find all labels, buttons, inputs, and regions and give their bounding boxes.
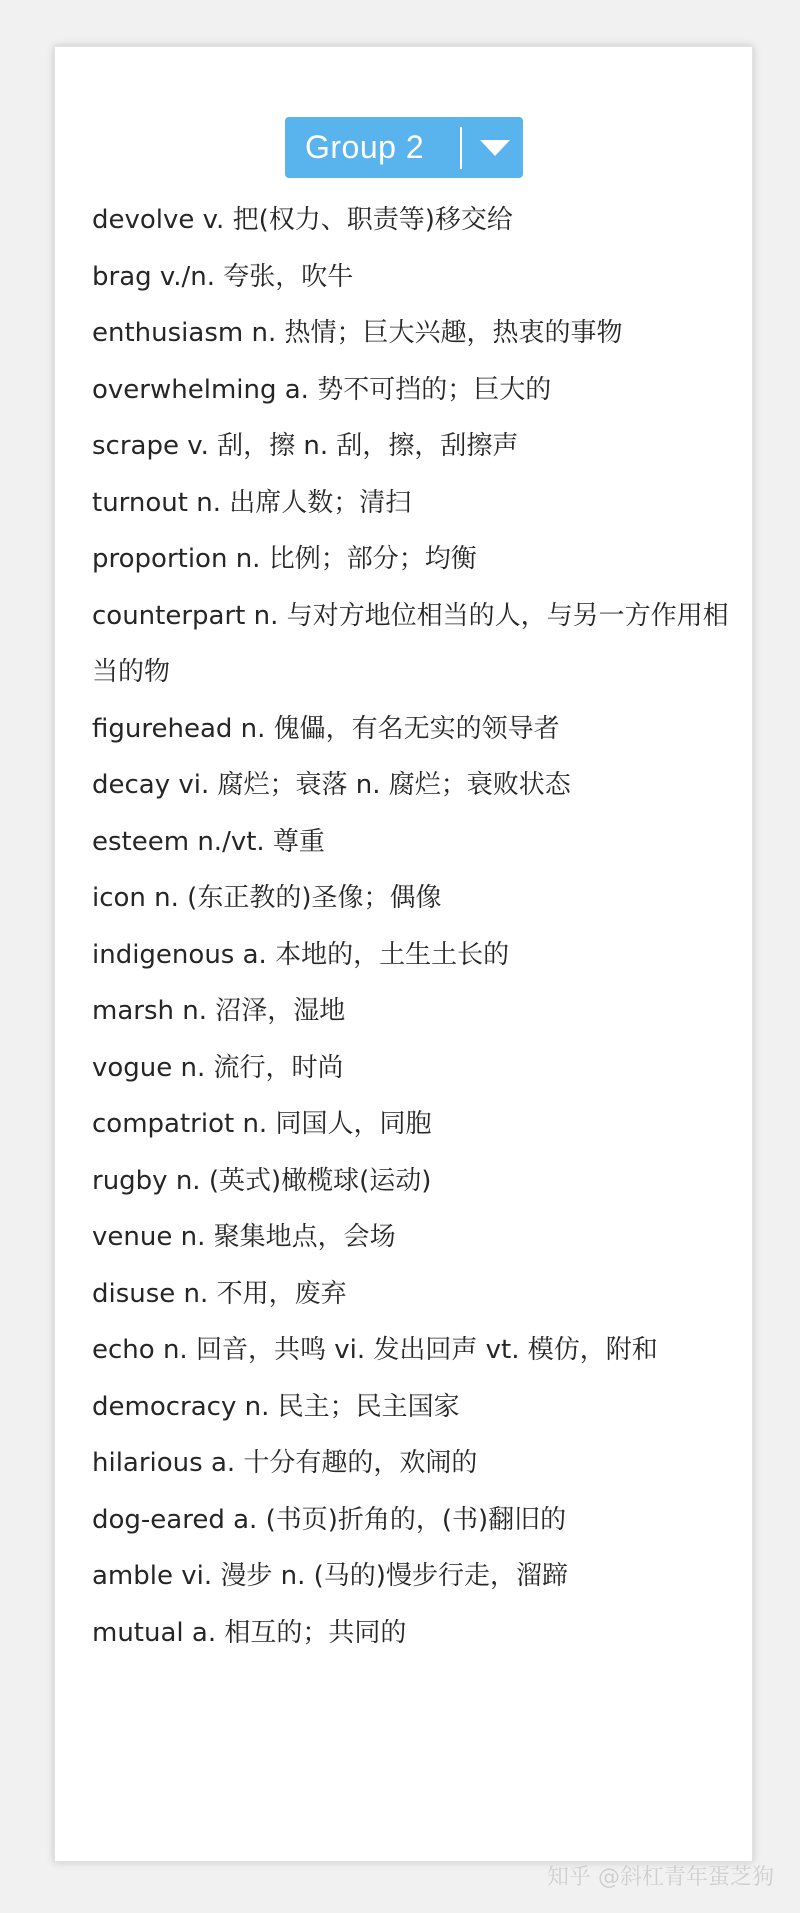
- word-entry: venue n. 聚集地点，会场: [92, 1222, 396, 1252]
- word-entry: amble vi. 漫步 n. (马的)慢步行走，溜蹄: [92, 1561, 568, 1591]
- word-entry: devolve v. 把(权力、职责等)移交给: [92, 205, 513, 235]
- word-entry: hilarious a. 十分有趣的，欢闹的: [92, 1448, 478, 1478]
- word-entry: democracy n. 民主；民主国家: [92, 1391, 460, 1422]
- word-entry: mutual a. 相互的；共同的: [92, 1617, 407, 1648]
- word-entry: enthusiasm n. 热情；巨大兴趣，热衷的事物: [92, 318, 623, 348]
- word-entry: icon n. (东正教的)圣像；偶像: [92, 883, 442, 913]
- word-entry: turnout n. 出席人数；清扫: [92, 487, 412, 518]
- word-entry: rugby n. (英式)橄榄球(运动): [92, 1165, 432, 1196]
- word-entry: compatriot n. 同国人，同胞: [92, 1109, 432, 1139]
- word-list: [92, 192, 732, 1661]
- word-entry: brag v./n. 夸张，吹牛: [92, 261, 354, 292]
- chevron-down-icon[interactable]: [480, 140, 510, 156]
- watermark: 知乎 @斜杠青年蛋芝狗: [547, 1865, 774, 1890]
- word-entry: vogue n. 流行，时尚: [92, 1052, 344, 1083]
- word-entry: disuse n. 不用，废弃: [92, 1278, 347, 1309]
- word-entry: decay vi. 腐烂；衰落 n. 腐烂；衰败状态: [92, 770, 571, 800]
- group-dropdown-label: Group 2: [305, 129, 425, 165]
- word-entry: echo n. 回音，共鸣 vi. 发出回声 vt. 模仿，附和: [92, 1335, 658, 1365]
- word-entry: counterpart n. 与对方地位相当的人，与另一方作用相当的物: [92, 600, 729, 687]
- word-entry: figurehead n. 傀儡，有名无实的领导者: [92, 713, 560, 744]
- word-entry: scrape v. 刮，擦 n. 刮，擦，刮擦声: [92, 431, 519, 461]
- word-entry: proportion n. 比例；部分；均衡: [92, 544, 477, 574]
- dropdown-divider: [460, 127, 462, 169]
- word-entry: indigenous a. 本地的，土生土长的: [92, 939, 510, 970]
- word-entry: overwhelming a. 势不可挡的；巨大的: [92, 374, 552, 405]
- word-entry: marsh n. 沼泽，湿地: [92, 996, 346, 1026]
- word-entry: esteem n./vt. 尊重: [92, 826, 325, 857]
- word-entry: dog-eared a. (书页)折角的，(书)翻旧的: [92, 1504, 567, 1535]
- group-dropdown[interactable]: [285, 117, 523, 178]
- vocabulary-card: [54, 46, 753, 1862]
